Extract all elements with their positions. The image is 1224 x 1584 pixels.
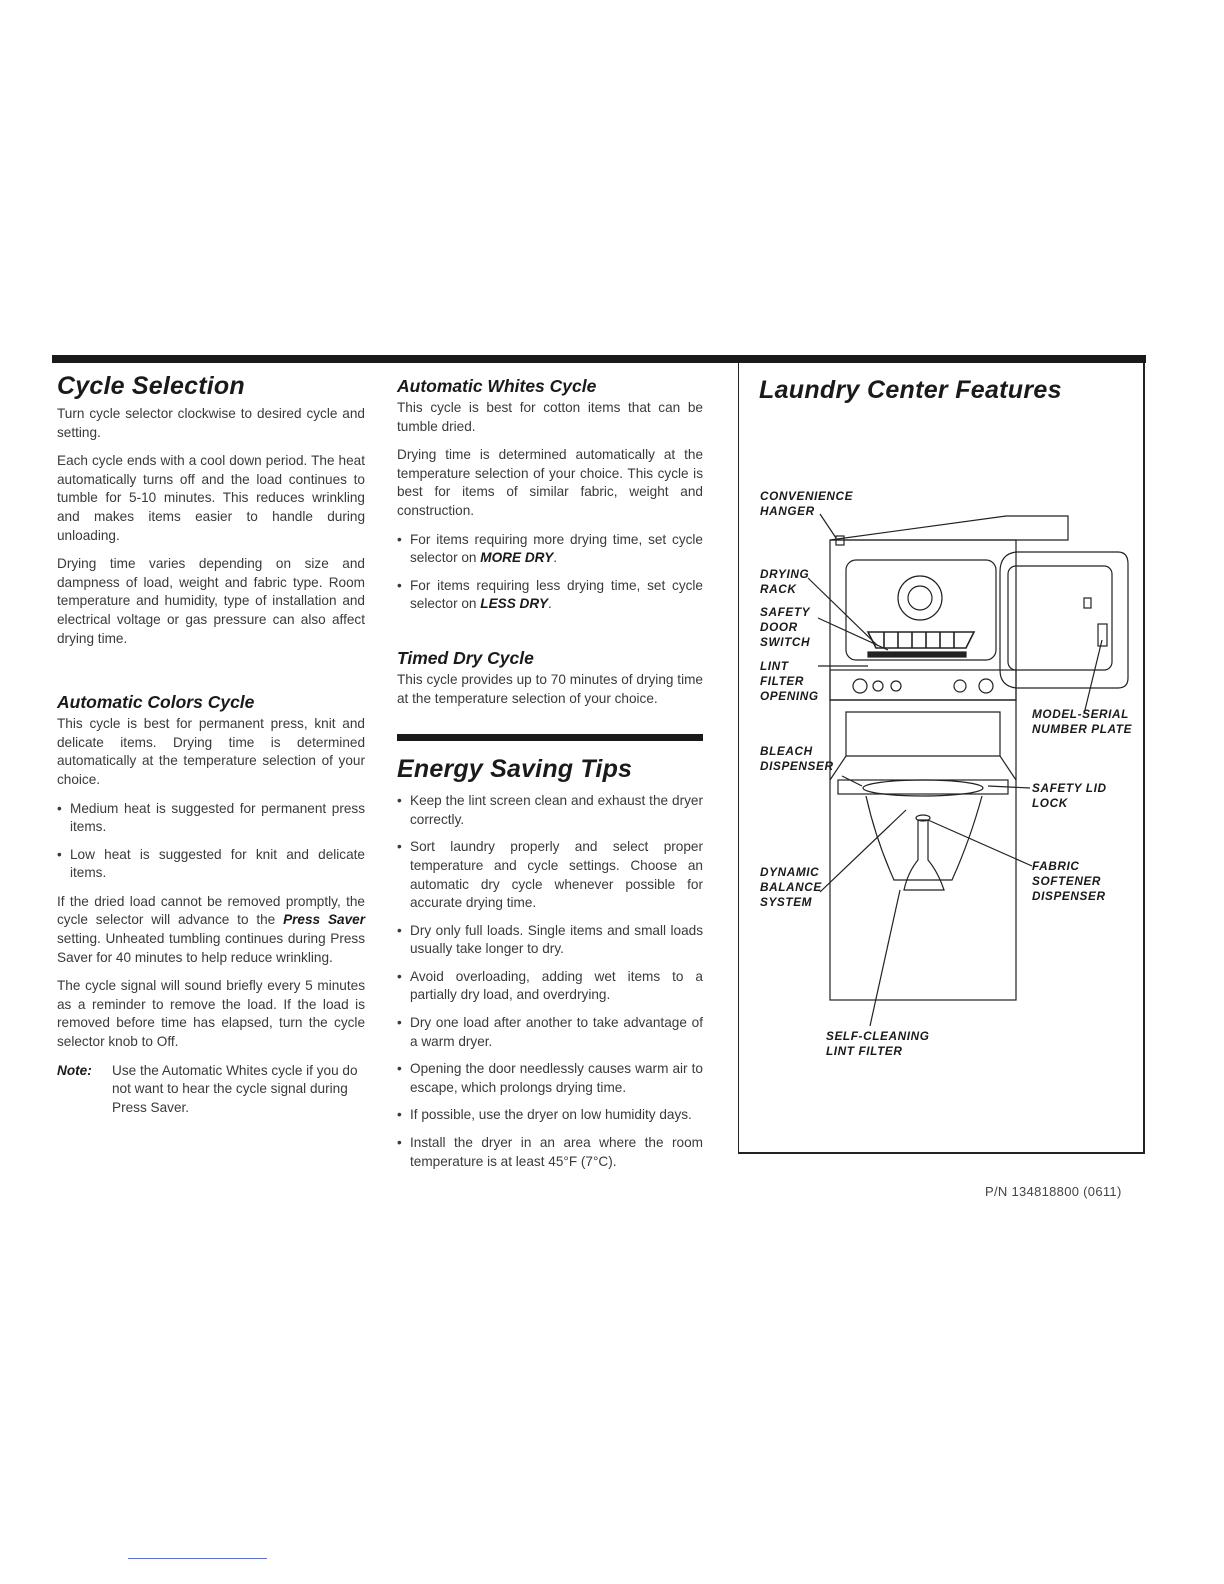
list-item: • For items requiring more drying time, set cycle selector on MORE DRY.	[397, 531, 703, 566]
svg-text:DISPENSER: DISPENSER	[1032, 889, 1106, 903]
automatic-whites-p2: Drying time is determined automatically at the temperature selection of your choice. This cycle is best for items of similar fabric, weight and construction.	[397, 447, 703, 518]
automatic-colors-title: Automatic Colors Cycle	[57, 692, 255, 713]
feature-labels	[760, 489, 1133, 1058]
list-item: • For items requiring less drying time, set cycle selector on LESS DRY.	[397, 577, 703, 612]
list-item: • Dry only full loads. Single items and small loads usually take longer to dry.	[397, 922, 703, 957]
part-number: P/N 134818800 (0611)	[985, 1184, 1122, 1199]
energy-saving-list	[397, 792, 703, 1171]
label-model-serial-plate: MODEL-SERIAL	[1032, 707, 1129, 721]
model-serial-plate	[1098, 624, 1107, 646]
timed-dry-title: Timed Dry Cycle	[397, 647, 534, 668]
automatic-colors-p1: This cycle is best for permanent press, knit and delicate items. Drying time is determined automatically at the temperature selection of your choice.	[57, 716, 365, 787]
list-item: • Medium heat is suggested for permanent press items.	[57, 800, 365, 835]
list-item: • Dry one load after another to take advantage of a warm dryer.	[397, 1015, 703, 1049]
lint-filter-opening	[868, 652, 966, 657]
svg-text:LOCK: LOCK	[1032, 796, 1068, 810]
svg-text:BALANCE: BALANCE	[760, 880, 822, 894]
svg-text:HANGER: HANGER	[760, 504, 815, 518]
list-item: • Avoid overloading, adding wet items to a partially dry load, and overdrying.	[397, 968, 703, 1003]
drying-rack	[868, 632, 974, 648]
automatic-colors-p2: If the dried load cannot be removed promptly, the cycle selector will advance to the Press Saver setting. Unheated tumbling continues during Press Saver for 40 minutes to help reduce wrinkling.	[57, 893, 365, 965]
svg-text:FILTER: FILTER	[760, 674, 805, 688]
svg-text:SYSTEM: SYSTEM	[760, 895, 813, 909]
dryer-door	[1000, 552, 1128, 688]
column-middle	[397, 372, 703, 1181]
cycle-selection-title: Cycle Selection	[57, 372, 245, 400]
svg-text:OPENING: OPENING	[760, 689, 819, 703]
automatic-whites-p1: This cycle is best for cotton items that can be tumble dried.	[397, 400, 703, 434]
svg-text:RACK: RACK	[760, 582, 797, 596]
bottom-line	[128, 1558, 267, 1559]
washer-cabinet	[830, 700, 1016, 1000]
svg-text:NUMBER PLATE: NUMBER PLATE	[1032, 722, 1133, 736]
label-safety-door-switch: SAFETY	[760, 605, 811, 619]
automatic-colors-p3: The cycle signal will sound briefly every 5 minutes as a reminder to remove the load. If the load is removed before time has elapsed, turn the cycle selector knob to Off.	[57, 978, 365, 1050]
energy-saving-title: Energy Saving Tips	[397, 755, 633, 784]
section-rule	[397, 734, 703, 741]
washer-lid	[846, 712, 1000, 756]
svg-text:LINT FILTER: LINT FILTER	[826, 1044, 903, 1058]
label-self-cleaning-lint-filter: SELF-CLEANING	[826, 1029, 930, 1043]
svg-text:DISPENSER: DISPENSER	[760, 759, 834, 773]
cycle-selection-p2: Each cycle ends with a cool down period. The heat automatically turns off and the load continues to tumble for 5-10 minutes. This reduces wrinkling and makes items easier to handle during unloading.	[57, 453, 365, 543]
list-item: • If possible, use the dryer on low humidity days.	[397, 1107, 692, 1123]
automatic-colors-list	[57, 800, 365, 883]
drum-back	[898, 576, 942, 620]
list-item: • Install the dryer in an area where the room temperature is at least 45°F (7°C).	[397, 1135, 703, 1169]
label-drying-rack: DRYING	[760, 567, 810, 581]
label-convenience-hanger: CONVENIENCE	[760, 489, 854, 503]
laundry-center-diagram	[738, 480, 1142, 1080]
control-panel	[830, 670, 1016, 700]
note-label: Note:	[57, 1062, 92, 1078]
list-item: • Low heat is suggested for knit and delicate items.	[57, 846, 365, 881]
list-item: • Opening the door needlessly causes warm air to escape, which prolongs drying time.	[397, 1061, 703, 1095]
label-bleach-dispenser: BLEACH	[760, 744, 813, 758]
knob	[853, 679, 867, 693]
cabinet-top	[830, 516, 1068, 540]
note	[57, 1062, 365, 1118]
label-dynamic-balance-system: DYNAMIC	[760, 865, 820, 879]
top-rule	[52, 355, 1146, 363]
label-fabric-softener-dispenser: FABRIC	[1032, 859, 1080, 873]
washer-tub	[866, 796, 982, 880]
svg-text:SWITCH: SWITCH	[760, 635, 811, 649]
cycle-selection-p1: Turn cycle selector clockwise to desired cycle and setting.	[57, 406, 365, 440]
note-text: Use the Automatic Whites cycle if you do not want to hear the cycle signal during Press Saver.	[112, 1062, 358, 1115]
label-lint-filter-opening: LINT	[760, 659, 789, 673]
svg-text:SOFTENER: SOFTENER	[1032, 874, 1102, 888]
timed-dry-p1: This cycle provides up to 70 minutes of drying time at the temperature selection of your choice.	[397, 671, 703, 706]
automatic-whites-title: Automatic Whites Cycle	[397, 376, 597, 396]
column-left	[57, 372, 365, 1117]
cycle-selection-p3: Drying time varies depending on size and dampness of load, weight and fabric type. Room temperature and humidity, type of installation and electrical voltage or gas pressure can also affect drying time.	[57, 556, 365, 646]
label-safety-lid-lock: SAFETY LID	[1032, 781, 1107, 795]
features-title: Laundry Center Features	[759, 376, 1062, 404]
svg-text:DOOR: DOOR	[760, 620, 798, 634]
list-item: • Keep the lint screen clean and exhaust the dryer correctly.	[397, 793, 703, 827]
automatic-whites-list	[397, 531, 703, 614]
list-item: • Sort laundry properly and select proper temperature and cycle settings. Choose an automatic dry cycle whenever possible for accurate drying time.	[397, 839, 703, 911]
